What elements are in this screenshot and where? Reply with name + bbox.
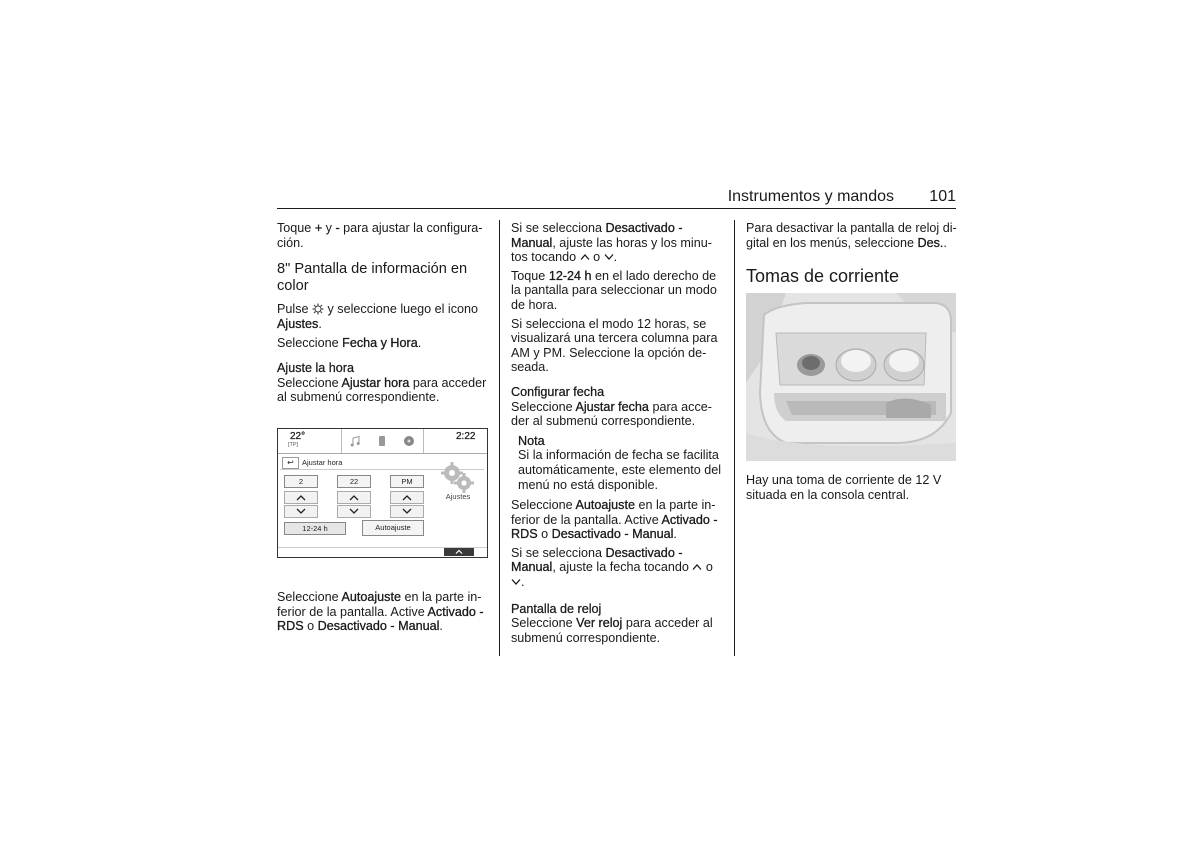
text: ferior de la pantalla. Active	[511, 512, 659, 527]
paragraph-manual-time	[511, 221, 729, 265]
minus-symbol: -	[335, 221, 340, 235]
ampm-value: PM	[390, 475, 424, 488]
menu-term: Ajustar fecha	[575, 399, 649, 414]
text: Para desactivar la pantalla de reloj di-	[746, 221, 957, 235]
menu-term: Fecha y Hora	[342, 335, 418, 350]
text: para acceder	[412, 375, 487, 390]
text: seada.	[511, 360, 549, 375]
autoadjust-button[interactable]: Autoajuste	[362, 520, 424, 536]
text: .	[439, 619, 443, 634]
column-3	[746, 221, 958, 286]
paragraph-set-time	[277, 376, 491, 405]
text: gital en los menús, seleccione	[746, 235, 915, 250]
menu-term: Ajustar hora	[341, 375, 410, 390]
text: .	[521, 575, 525, 590]
text: Hay una toma de corriente de 12 V	[746, 473, 942, 487]
clock-readout: 2:22	[456, 431, 476, 442]
text: o	[705, 560, 713, 575]
hour-stepper[interactable]	[284, 491, 318, 519]
header-rule	[277, 208, 956, 209]
menu-term: Manual	[511, 235, 553, 250]
paragraph-autoadjust-date	[511, 498, 729, 542]
back-arrow-icon[interactable]: ↩	[282, 457, 299, 469]
menu-term: Autoajuste	[341, 590, 401, 604]
paragraph-manual-date	[511, 546, 729, 590]
text: en el lado derecho de	[595, 268, 717, 283]
page-number: 101	[929, 188, 956, 205]
menu-term: Desactivado - Manual	[551, 527, 674, 542]
text: de hora.	[511, 297, 558, 312]
text: menú no está disponible.	[518, 477, 659, 492]
section-title: Instrumentos y mandos	[727, 188, 894, 205]
text: ferior de la pantalla. Active	[277, 604, 425, 619]
paragraph-disable-clock	[746, 221, 958, 250]
center-console-photo	[746, 293, 956, 461]
menu-term: RDS	[277, 619, 304, 634]
heading-color-display: 8" Pantalla de información en color	[277, 261, 468, 294]
paragraph-clock-display	[511, 616, 729, 645]
note-title: Nota	[518, 433, 545, 448]
text: .	[417, 335, 422, 350]
text: Si se selecciona	[511, 545, 603, 560]
heading-set-time: Ajuste la hora	[277, 361, 355, 376]
text: en la parte in-	[638, 498, 716, 513]
note-text	[518, 448, 729, 492]
text: AM y PM. Seleccione la opción de-	[511, 345, 707, 360]
chevron-up-icon	[580, 252, 590, 262]
console-illustration	[746, 293, 956, 461]
text: Si la información de fecha se facilita	[518, 448, 719, 463]
text: Si selecciona el modo 12 horas, se	[511, 316, 707, 331]
temperature-mode: [TP]	[288, 442, 299, 448]
text: ción.	[277, 235, 304, 250]
menu-term: Autoajuste	[575, 498, 635, 513]
text: situada en la consola central.	[746, 487, 910, 502]
temperature-readout: 22°	[290, 431, 306, 442]
menu-term: Activado -	[661, 512, 718, 527]
text: der al submenú correspondiente.	[511, 414, 696, 429]
minute-value: 22	[337, 475, 371, 488]
text: , ajuste las horas y los minu-	[552, 235, 712, 250]
screen-title: Ajustar hora	[302, 458, 343, 467]
ampm-stepper[interactable]	[390, 491, 424, 519]
text: Seleccione	[277, 335, 339, 350]
menu-term: Ajustes	[277, 316, 319, 331]
text: Toque	[511, 268, 546, 283]
text: Seleccione	[511, 616, 573, 631]
column-divider-1	[499, 220, 500, 656]
text: tos tocando	[511, 250, 577, 265]
note-box	[511, 434, 729, 492]
music-note-icon[interactable]	[350, 435, 362, 447]
text: Seleccione	[511, 498, 573, 513]
heading-power-sockets: Tomas de corriente	[746, 266, 900, 287]
text: para acceder al	[625, 616, 713, 631]
paragraph-12-24h	[511, 269, 729, 313]
text: o	[541, 527, 549, 542]
settings-gears-icon	[440, 461, 474, 493]
heading-clock-display: Pantalla de reloj	[511, 601, 602, 616]
menu-term: Des.	[917, 235, 944, 250]
divider	[341, 429, 342, 453]
text: Seleccione	[277, 590, 339, 604]
menu-term: Desactivado -	[605, 545, 683, 560]
menu-term: 12-24 h	[548, 268, 592, 283]
paragraph-12h-mode	[511, 317, 729, 375]
chevron-up-icon	[692, 562, 702, 572]
text: Seleccione	[277, 375, 339, 390]
paragraph-power-socket	[746, 473, 958, 502]
navigation-icon[interactable]	[403, 435, 415, 447]
text: .	[613, 250, 618, 265]
text: .	[318, 316, 322, 331]
text: o	[307, 619, 315, 634]
chevron-up-icon	[444, 548, 474, 556]
column-1-bottom	[277, 590, 491, 634]
12-24h-button[interactable]: 12-24 h	[284, 522, 346, 535]
settings-label: Ajustes	[445, 492, 471, 501]
expand-tab[interactable]	[444, 548, 474, 556]
text: y	[325, 221, 332, 235]
column-3-bottom	[746, 473, 958, 502]
text: para ajustar la configura-	[343, 221, 483, 235]
text: Pulse	[277, 302, 309, 317]
text: automáticamente, este elemento del	[518, 462, 722, 477]
column-1	[277, 221, 491, 405]
heading-set-date: Configurar fecha	[511, 384, 605, 399]
menu-term: Ver reloj	[576, 616, 623, 631]
paragraph-autoadjust	[277, 590, 491, 634]
column-divider-2	[734, 220, 735, 656]
text: Toque	[277, 221, 312, 235]
text: en la parte in-	[404, 590, 482, 604]
paragraph-press	[277, 302, 491, 331]
text: la pantalla para seleccionar un modo	[511, 283, 717, 298]
text: visualizará una tercera columna para	[511, 331, 718, 346]
minute-stepper[interactable]	[337, 491, 371, 519]
text: .	[673, 527, 677, 542]
text: .	[943, 235, 947, 250]
menu-term: Desactivado - Manual	[317, 619, 440, 634]
paragraph-adjust	[277, 221, 491, 250]
settings-gear-icon	[312, 303, 324, 315]
text: , ajuste la fecha tocando	[552, 560, 689, 575]
time-settings-screenshot	[277, 428, 488, 558]
menu-term: Desactivado -	[605, 221, 683, 235]
paragraph-set-date	[511, 400, 729, 429]
text: al submenú correspondiente.	[277, 390, 440, 405]
column-2	[511, 221, 729, 645]
hour-value: 2	[284, 475, 318, 488]
text: y seleccione luego el icono	[327, 302, 479, 317]
text: Si se selecciona	[511, 221, 603, 235]
chevron-down-icon	[604, 252, 614, 262]
plus-symbol: +	[314, 221, 323, 235]
paragraph-select-date	[277, 336, 491, 351]
chevron-down-icon	[511, 577, 521, 587]
text: Seleccione	[511, 399, 573, 414]
menu-term: Activado -	[427, 604, 484, 619]
phone-icon[interactable]	[377, 435, 387, 447]
text: o	[593, 250, 601, 265]
text: para acce-	[652, 399, 712, 414]
menu-term: RDS	[511, 527, 538, 542]
text: submenú correspondiente.	[511, 630, 661, 645]
menu-term: Manual	[511, 560, 553, 575]
divider	[423, 429, 424, 453]
